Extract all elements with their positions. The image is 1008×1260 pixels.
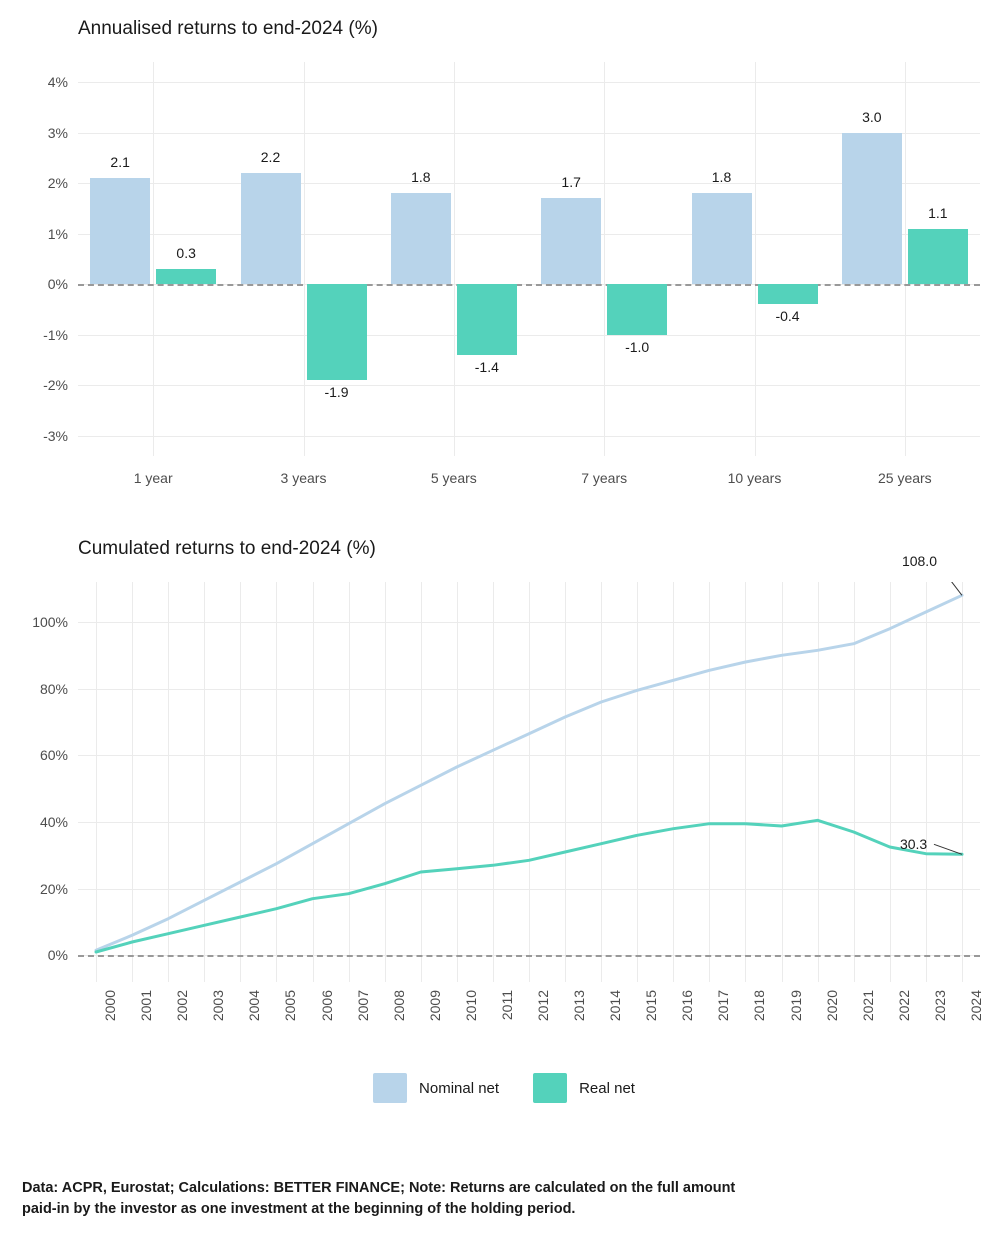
bar-value-label: -1.0 xyxy=(625,338,650,355)
bar-value-label: 2.2 xyxy=(260,149,281,166)
x-axis-tick-label: 2009 xyxy=(426,990,443,1022)
x-axis-tick-label: 2007 xyxy=(354,990,371,1022)
gridline-vertical xyxy=(153,62,154,456)
x-axis-tick-label: 2015 xyxy=(643,990,660,1022)
x-axis-tick-label: 2003 xyxy=(210,990,227,1022)
x-axis-tick-label: 2005 xyxy=(282,990,299,1022)
bar xyxy=(607,284,667,335)
x-axis-tick-label: 2014 xyxy=(607,990,624,1022)
x-axis-tick-label: 5 years xyxy=(430,470,477,486)
gridline-vertical xyxy=(604,62,605,456)
bar xyxy=(692,193,752,284)
y-axis-tick-label: -3% xyxy=(43,427,68,444)
bar-plot-area xyxy=(43,62,980,486)
bar-value-label: -0.4 xyxy=(775,308,800,325)
x-axis-tick-label: 2011 xyxy=(498,990,515,1021)
legend-item-real xyxy=(533,1073,635,1103)
y-axis-tick-label: 20% xyxy=(39,880,68,897)
bar-value-label: -1.4 xyxy=(474,358,499,375)
bar xyxy=(156,269,216,284)
label-leader-line xyxy=(936,582,962,595)
chart-caption xyxy=(22,1178,982,1220)
x-axis-tick-label: 2016 xyxy=(679,990,696,1022)
bar xyxy=(908,229,968,285)
chart-legend xyxy=(0,1068,1008,1108)
line-series-svg xyxy=(78,582,980,982)
y-axis-tick-label: 40% xyxy=(39,814,68,830)
x-axis-tick-label: 2004 xyxy=(246,990,263,1022)
x-axis-tick-label: 2019 xyxy=(787,990,804,1022)
y-axis-tick-label: 80% xyxy=(39,680,68,697)
x-axis-tick-label: 2018 xyxy=(751,990,768,1022)
x-axis-tick-label: 1 year xyxy=(133,470,173,486)
x-axis-tick-label: 7 years xyxy=(581,470,628,486)
annualised-returns-chart xyxy=(0,0,1008,510)
cumulated-chart-title: Cumulated returns to end-2024 (%) xyxy=(78,538,376,559)
x-axis-tick-label: 2000 xyxy=(102,990,119,1022)
bar-value-label: 0.3 xyxy=(176,245,196,262)
bar-value-label: -1.9 xyxy=(324,384,349,401)
legend-swatch-nominal xyxy=(373,1073,407,1103)
x-axis-tick-label: 2022 xyxy=(895,990,912,1022)
gridline-horizontal xyxy=(78,385,980,386)
page-title: Annualised returns to end-2024 (%) xyxy=(78,18,378,39)
line-series xyxy=(96,595,962,950)
gridline-vertical xyxy=(755,62,756,456)
y-axis-tick-label: -2% xyxy=(43,377,68,394)
bar xyxy=(842,133,902,285)
x-axis-tick-label: 2021 xyxy=(859,990,876,1022)
series-end-value-label: 108.0 xyxy=(901,553,937,570)
x-axis-tick-label: 2020 xyxy=(823,990,840,1022)
y-axis-tick-label: 1% xyxy=(47,225,68,242)
gridline-vertical xyxy=(304,62,305,456)
bar xyxy=(758,284,818,304)
gridline-horizontal xyxy=(78,335,980,336)
legend-label-nominal: Nominal net xyxy=(419,1079,500,1097)
bar-value-label: 1.8 xyxy=(411,169,431,186)
bar xyxy=(541,198,601,284)
bar xyxy=(307,284,367,380)
x-axis-tick-label: 2006 xyxy=(318,990,335,1022)
series-end-value-label: 30.3 xyxy=(899,836,928,853)
cumulated-returns-chart xyxy=(0,510,1008,1140)
bar xyxy=(241,173,301,284)
bar-value-label: 1.8 xyxy=(711,169,732,186)
y-axis-tick-label: 100% xyxy=(32,614,68,630)
caption-line-1: Data: ACPR, Eurostat; Calculations: BETTER FINANCE; Note: Returns are calculated on the full amount xyxy=(22,1180,736,1196)
x-axis-tick-label: 3 years xyxy=(280,470,327,486)
x-axis-tick-label: 2012 xyxy=(535,990,551,1022)
zero-reference-line xyxy=(78,284,980,286)
x-axis-tick-label: 10 years xyxy=(727,470,782,486)
caption-line-2: paid-in by the investor as one investment at the beginning of the holding period. xyxy=(22,1201,576,1218)
x-axis-tick-label: 2013 xyxy=(571,990,588,1022)
bar xyxy=(391,193,451,284)
gridline-horizontal xyxy=(78,82,980,83)
bar xyxy=(90,178,150,284)
gridline-vertical xyxy=(454,62,455,456)
x-axis-tick-label: 2017 xyxy=(715,990,732,1022)
y-axis-tick-label: 60% xyxy=(39,747,68,764)
x-axis-tick-label: 25 years xyxy=(877,470,932,486)
y-axis-tick-label: 4% xyxy=(47,74,68,91)
x-axis-tick-label: 2023 xyxy=(931,990,948,1022)
x-axis-tick-label: 2008 xyxy=(390,990,407,1022)
x-axis-tick-label: 2010 xyxy=(462,990,479,1022)
legend-item-nominal xyxy=(373,1073,499,1103)
gridline-vertical xyxy=(905,62,906,456)
x-axis-tick-label: 2002 xyxy=(174,990,191,1022)
bar-value-label: 3.0 xyxy=(862,108,882,125)
line-plot-area xyxy=(32,553,984,1022)
legend-label-real: Real net xyxy=(579,1079,635,1097)
bar-value-label: 1.7 xyxy=(561,174,581,191)
line-series xyxy=(96,820,962,952)
y-axis-tick-label: -1% xyxy=(43,326,68,343)
x-axis-tick-label: 2024 xyxy=(967,990,984,1022)
x-axis-tick-label: 2001 xyxy=(138,990,155,1022)
bar-value-label: 2.1 xyxy=(110,154,130,171)
bar-value-label: 1.1 xyxy=(928,204,948,221)
bar xyxy=(457,284,517,355)
y-axis-tick-label: 2% xyxy=(47,175,68,192)
legend-swatch-real xyxy=(533,1073,567,1103)
gridline-horizontal xyxy=(78,436,980,437)
y-axis-tick-label: 3% xyxy=(47,124,68,141)
y-axis-tick-label: 0% xyxy=(47,947,68,964)
y-axis-tick-label: 0% xyxy=(47,276,68,293)
